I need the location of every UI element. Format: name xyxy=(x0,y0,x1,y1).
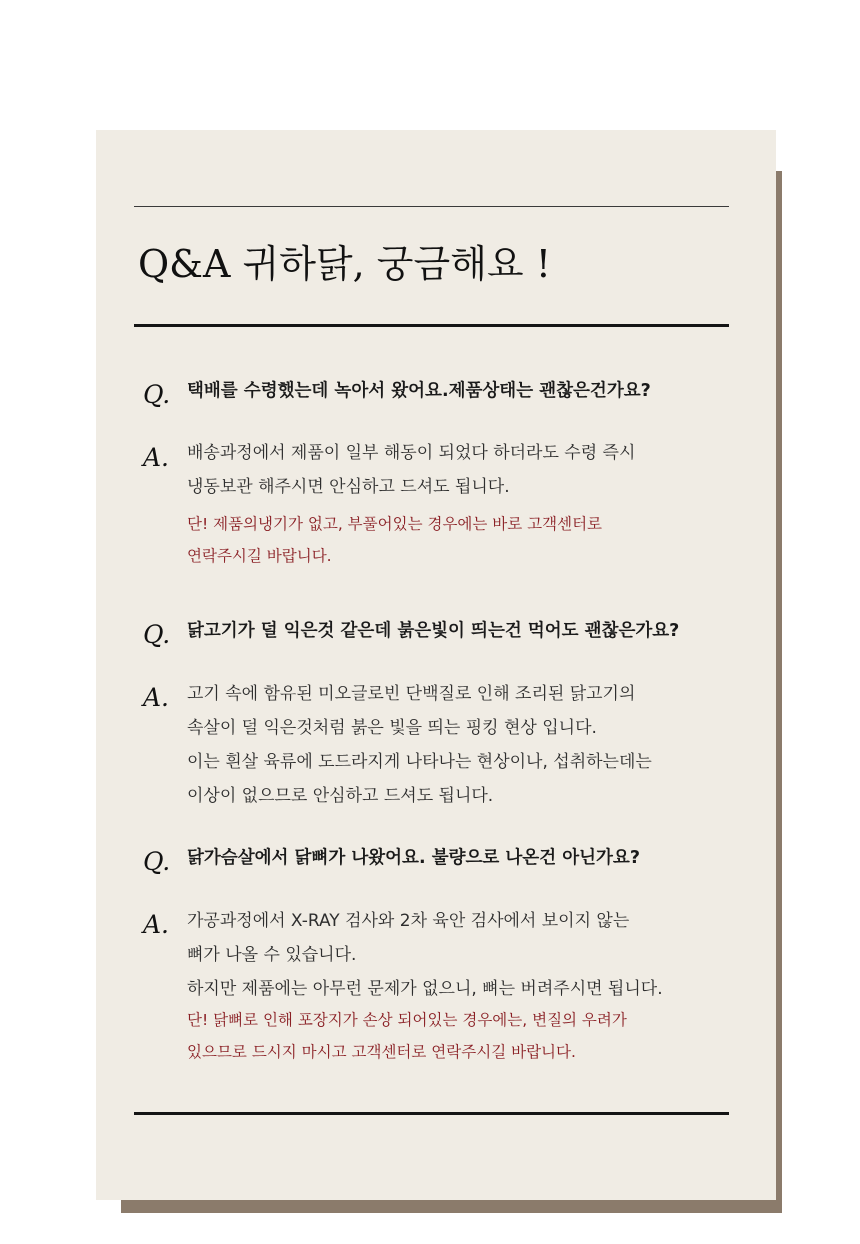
top-divider xyxy=(134,206,729,207)
answer-marker: A. xyxy=(143,910,170,939)
answer-text: 고기 속에 함유된 미오글로빈 단백질로 인해 조리된 닭고기의 속살이 덜 익은것처럼 붉은 빛을 띄는 핑킹 현상 입니다. 이는 흰살 육류에 도드라지게 나타나는 현상이나, 섭취하는데는 이상이 없으므로 안심하고 드셔도 됩니다. xyxy=(187,684,652,806)
question-marker: Q. xyxy=(143,620,171,649)
bottom-divider xyxy=(134,1112,729,1115)
answer-marker: A. xyxy=(143,443,170,472)
warning-note: 단! 제품의냉기가 없고, 부풀어있는 경우에는 바로 고객센터로 연락주시길 바랍니다. xyxy=(187,515,603,565)
page-title: Q&A 귀하닭, 궁금해요 ! xyxy=(138,242,551,286)
warning-note: 단! 닭뼈로 인해 포장지가 손상 되어있는 경우에는, 변질의 우려가 있으므로 드시지 마시고 고객센터로 연락주시길 바랍니다. xyxy=(187,1011,627,1061)
title-divider xyxy=(134,324,729,327)
question-text: 택배를 수령했는데 녹아서 왔어요.제품상태는 괜찮은건가요? xyxy=(187,381,651,401)
answer-text: 가공과정에서 X-RAY 검사와 2차 육안 검사에서 보이지 않는 뼈가 나올 수 있습니다. 하지만 제품에는 아무런 문제가 없으니, 뼈는 버려주시면 됩니다. xyxy=(187,911,663,999)
question-marker: Q. xyxy=(143,847,171,876)
question-text: 닭가슴살에서 닭뼈가 나왔어요. 불량으로 나온건 아닌가요? xyxy=(187,848,640,868)
faq-card xyxy=(96,130,776,1200)
answer-text: 배송과정에서 제품이 일부 해동이 되었다 하더라도 수령 즉시 냉동보관 해주시면 안심하고 드셔도 됩니다. xyxy=(187,443,636,497)
question-text: 닭고기가 덜 익은것 같은데 붉은빛이 띄는건 먹어도 괜찮은가요? xyxy=(187,621,680,641)
answer-marker: A. xyxy=(143,683,170,712)
question-marker: Q. xyxy=(143,380,171,409)
